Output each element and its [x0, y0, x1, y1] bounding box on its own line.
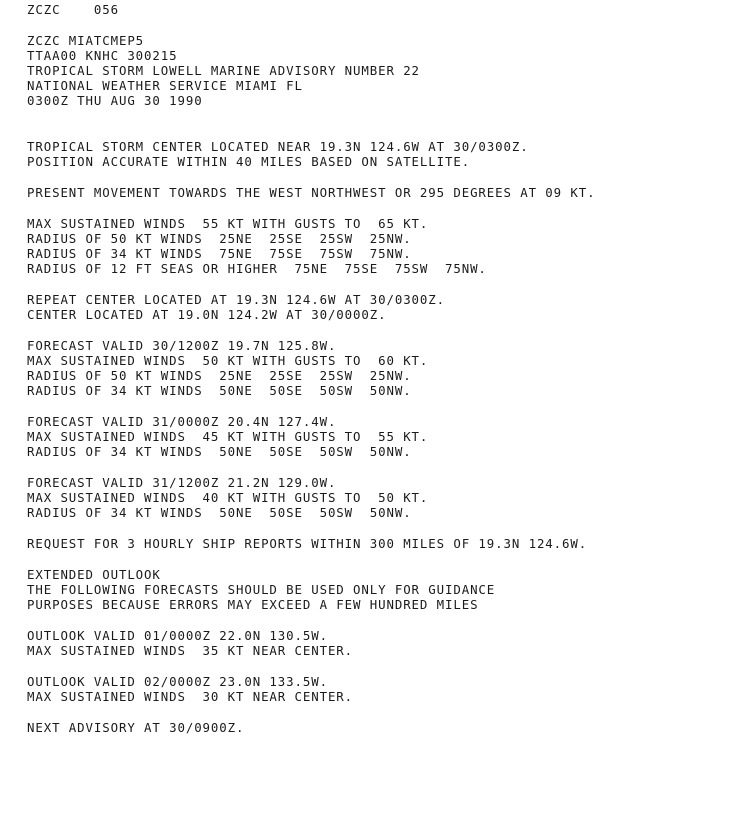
advisory-title: TROPICAL STORM LOWELL MARINE ADVISORY NUMBER 22 — [27, 63, 420, 78]
advisory-issue-time: 0300Z THU AUG 30 1990 — [27, 93, 203, 108]
forecast-2-valid: FORECAST VALID 31/0000Z 20.4N 127.4W. — [27, 414, 337, 429]
outlook-2-max-winds: MAX SUSTAINED WINDS 30 KT NEAR CENTER. — [27, 689, 354, 704]
advisory-line-max-winds: MAX SUSTAINED WINDS 55 KT WITH GUSTS TO 65 KT. — [27, 216, 429, 231]
advisory-line-header-code: ZCZC MIATCMEP5 — [27, 33, 145, 48]
advisory-line-movement: PRESENT MOVEMENT TOWARDS THE WEST NORTHWEST OR 295 DEGREES AT 09 KT. — [27, 185, 596, 200]
forecast-2-max-winds: MAX SUSTAINED WINDS 45 KT WITH GUSTS TO 55 KT. — [27, 429, 429, 444]
outlook-2-valid: OUTLOOK VALID 02/0000Z 23.0N 133.5W. — [27, 674, 328, 689]
forecast-1-valid: FORECAST VALID 30/1200Z 19.7N 125.8W. — [27, 338, 337, 353]
advisory-line-radius-seas: RADIUS OF 12 FT SEAS OR HIGHER 75NE 75SE 75SW 75NW. — [27, 261, 487, 276]
outlook-1-max-winds: MAX SUSTAINED WINDS 35 KT NEAR CENTER. — [27, 643, 354, 658]
forecast-1-max-winds: MAX SUSTAINED WINDS 50 KT WITH GUSTS TO 60 KT. — [27, 353, 429, 368]
forecast-3-radius-34kt: RADIUS OF 34 KT WINDS 50NE 50SE 50SW 50NW. — [27, 505, 412, 520]
forecast-3-max-winds: MAX SUSTAINED WINDS 40 KT WITH GUSTS TO 50 KT. — [27, 490, 429, 505]
advisory-line-repeat-center: REPEAT CENTER LOCATED AT 19.3N 124.6W AT 30/0300Z. — [27, 292, 445, 307]
advisory-issuer: NATIONAL WEATHER SERVICE MIAMI FL — [27, 78, 303, 93]
extended-outlook-note-2: PURPOSES BECAUSE ERRORS MAY EXCEED A FEW HUNDRED MILES — [27, 597, 479, 612]
advisory-line-previous-center: CENTER LOCATED AT 19.0N 124.2W AT 30/0000Z. — [27, 307, 387, 322]
advisory-line-station: TTAA00 KNHC 300215 — [27, 48, 178, 63]
advisory-line-position-accuracy: POSITION ACCURATE WITHIN 40 MILES BASED ON SATELLITE. — [27, 154, 471, 169]
forecast-1-radius-50kt: RADIUS OF 50 KT WINDS 25NE 25SE 25SW 25NW. — [27, 368, 412, 383]
forecast-2-radius-34kt: RADIUS OF 34 KT WINDS 50NE 50SE 50SW 50NW. — [27, 444, 412, 459]
next-advisory-line: NEXT ADVISORY AT 30/0900Z. — [27, 720, 245, 735]
outlook-1-valid: OUTLOOK VALID 01/0000Z 22.0N 130.5W. — [27, 628, 328, 643]
header-line: ZCZC 056 — [27, 2, 119, 17]
extended-outlook-heading: EXTENDED OUTLOOK — [27, 567, 161, 582]
advisory-line-center: TROPICAL STORM CENTER LOCATED NEAR 19.3N 124.6W AT 30/0300Z. — [27, 139, 529, 154]
forecast-1-radius-34kt: RADIUS OF 34 KT WINDS 50NE 50SE 50SW 50NW. — [27, 383, 412, 398]
advisory-line-ship-reports: REQUEST FOR 3 HOURLY SHIP REPORTS WITHIN 300 MILES OF 19.3N 124.6W. — [27, 536, 588, 551]
forecast-3-valid: FORECAST VALID 31/1200Z 21.2N 129.0W. — [27, 475, 337, 490]
extended-outlook-note-1: THE FOLLOWING FORECASTS SHOULD BE USED ONLY FOR GUIDANCE — [27, 582, 496, 597]
advisory-line-radius-34kt: RADIUS OF 34 KT WINDS 75NE 75SE 75SW 75NW. — [27, 246, 412, 261]
advisory-line-radius-50kt: RADIUS OF 50 KT WINDS 25NE 25SE 25SW 25NW. — [27, 231, 412, 246]
